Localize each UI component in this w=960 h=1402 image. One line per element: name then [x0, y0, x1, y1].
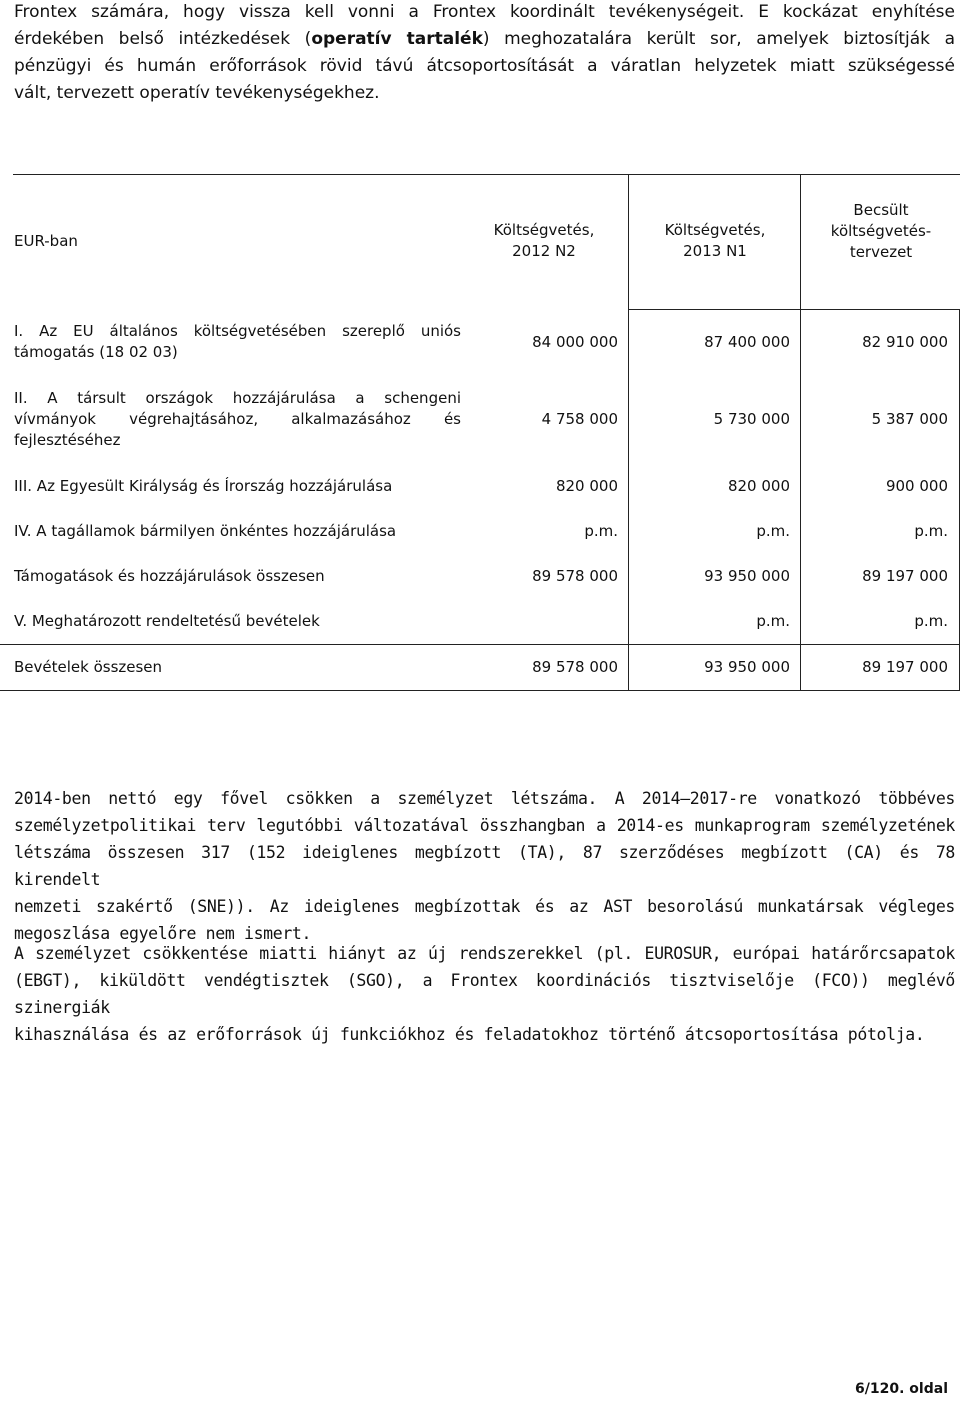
header-budget-2012 [470, 220, 618, 262]
intro-line-4: vált, tervezett operatív tevékenységekhez. [14, 83, 380, 103]
staff-2-line-1: A személyzet csökkentése miatti hiányt az új rendszerekkel (pl. EUROSUR, európai határőrcsapatok [14, 944, 955, 963]
staff-1-line-1: 2014-ben nettó egy fővel csökken a személyzet létszáma. A 2014—2017-re vonatkozó többéves [14, 789, 955, 808]
row-3-value-2012: 820 000 [555, 477, 618, 495]
row-2-label-line-1: II. A társult országok hozzájárulása a schengeni [14, 389, 461, 407]
table-row-label-3: III. Az Egyesült Királyság és Írország hozzájárulása [14, 477, 393, 495]
staff-paragraph-2 [14, 940, 955, 1048]
budget-table [0, 174, 960, 694]
table-row-label-2 [14, 388, 461, 451]
staff-2-line-2: (EBGT), kiküldött vendégtisztek (SGO), a Frontex koordinációs tisztviselője (FCO)) meglévő szinergiák [14, 971, 955, 1017]
row-2-value-2013: 5 730 000 [713, 410, 790, 428]
row-6-value-draft: p.m. [914, 612, 948, 630]
row-5-value-draft: 89 197 000 [862, 567, 948, 585]
staff-paragraph-1 [14, 785, 955, 947]
row-2-value-2012: 4 758 000 [541, 410, 618, 428]
staff-1-line-3: létszáma összesen 317 (152 ideiglenes megbízott (TA), 87 szerződéses megbízott (CA) és 78 kirendelt [14, 843, 955, 889]
operative-reserve-term: operatív tartalék [311, 29, 483, 49]
row-7-value-2013: 93 950 000 [704, 658, 790, 676]
col-divider-2 [800, 174, 801, 690]
row-7-value-2012: 89 578 000 [532, 658, 618, 676]
header-budget-2013-line2: 2013 N1 [683, 242, 747, 260]
row-1-value-2012: 84 000 000 [532, 333, 618, 351]
header-budget-2013 [640, 220, 790, 262]
currency-header: EUR-ban [14, 232, 78, 250]
intro-line-2-start: érdekében belső intézkedések ( [14, 29, 312, 49]
col-divider-1 [628, 174, 629, 690]
header-budget-2013-line1: Költségvetés, [664, 221, 766, 239]
table-row-label-7: Bevételek összesen [14, 658, 163, 676]
header-draft-budget [808, 200, 954, 263]
table-bottom-border [0, 690, 960, 691]
header-budget-2012-line2: 2012 N2 [512, 242, 576, 260]
staff-1-line-5: megoszlása egyelőre nem ismert. [14, 924, 312, 943]
table-top-border [13, 174, 960, 175]
table-row-label-1 [14, 321, 461, 363]
header-bottom-border [628, 309, 960, 310]
intro-line-2-end: ) meghozatalára került sor, amelyek biztosítják a [482, 29, 955, 49]
header-draft-budget-line1: Becsült [853, 201, 909, 219]
row-5-value-2013: 93 950 000 [704, 567, 790, 585]
row-1-value-draft: 82 910 000 [862, 333, 948, 351]
row-1-label-line-1: I. Az EU általános költségvetésében szereplő uniós [14, 322, 461, 340]
row-2-label-line-2: vívmányok végrehajtásához, alkalmazásához és [14, 410, 461, 428]
intro-paragraph [14, 0, 955, 107]
row-1-label-line-2: támogatás (18 02 03) [14, 343, 178, 361]
intro-line-1: Frontex számára, hogy vissza kell vonni a Frontex koordinált tevékenységeit. E kockázat enyhítése [14, 2, 955, 22]
intro-line-3: pénzügyi és humán erőforrások rövid távú átcsoportosítását a váratlan helyzetek miatt szükségessé [14, 56, 955, 76]
row-7-value-draft: 89 197 000 [862, 658, 948, 676]
total-top-border [0, 644, 960, 645]
table-row-label-4: IV. A tagállamok bármilyen önkéntes hozzájárulása [14, 522, 397, 540]
header-budget-2012-line1: Költségvetés, [493, 221, 595, 239]
header-draft-budget-line2: költségvetés- [830, 222, 932, 240]
row-2-value-draft: 5 387 000 [871, 410, 948, 428]
row-2-label-line-3: fejlesztéséhez [14, 431, 121, 449]
page-number: 6/120. oldal [855, 1381, 948, 1397]
row-6-value-2013: p.m. [756, 612, 790, 630]
staff-2-line-3: kihasználása és az erőforrások új funkciókhoz és feladatokhoz történő átcsoportosítása pótolja. [14, 1025, 925, 1044]
row-3-value-draft: 900 000 [885, 477, 948, 495]
staff-1-line-4: nemzeti szakértő (SNE)). Az ideiglenes megbízottak és az AST besorolású munkatársak végleges [14, 897, 955, 916]
intro-line-2 [14, 26, 955, 53]
row-3-value-2013: 820 000 [727, 477, 790, 495]
header-draft-budget-line3: tervezet [849, 243, 913, 261]
row-4-value-draft: p.m. [914, 522, 948, 540]
row-4-value-2013: p.m. [756, 522, 790, 540]
row-4-value-2012: p.m. [584, 522, 618, 540]
row-5-value-2012: 89 578 000 [532, 567, 618, 585]
staff-1-line-2: személyzetpolitikai terv legutóbbi változatával összhangban a 2014-es munkaprogram személyzetének [14, 816, 955, 835]
row-1-value-2013: 87 400 000 [704, 333, 790, 351]
table-row-label-5: Támogatások és hozzájárulások összesen [14, 567, 325, 585]
table-row-label-6: V. Meghatározott rendeltetésű bevételek [14, 612, 320, 630]
